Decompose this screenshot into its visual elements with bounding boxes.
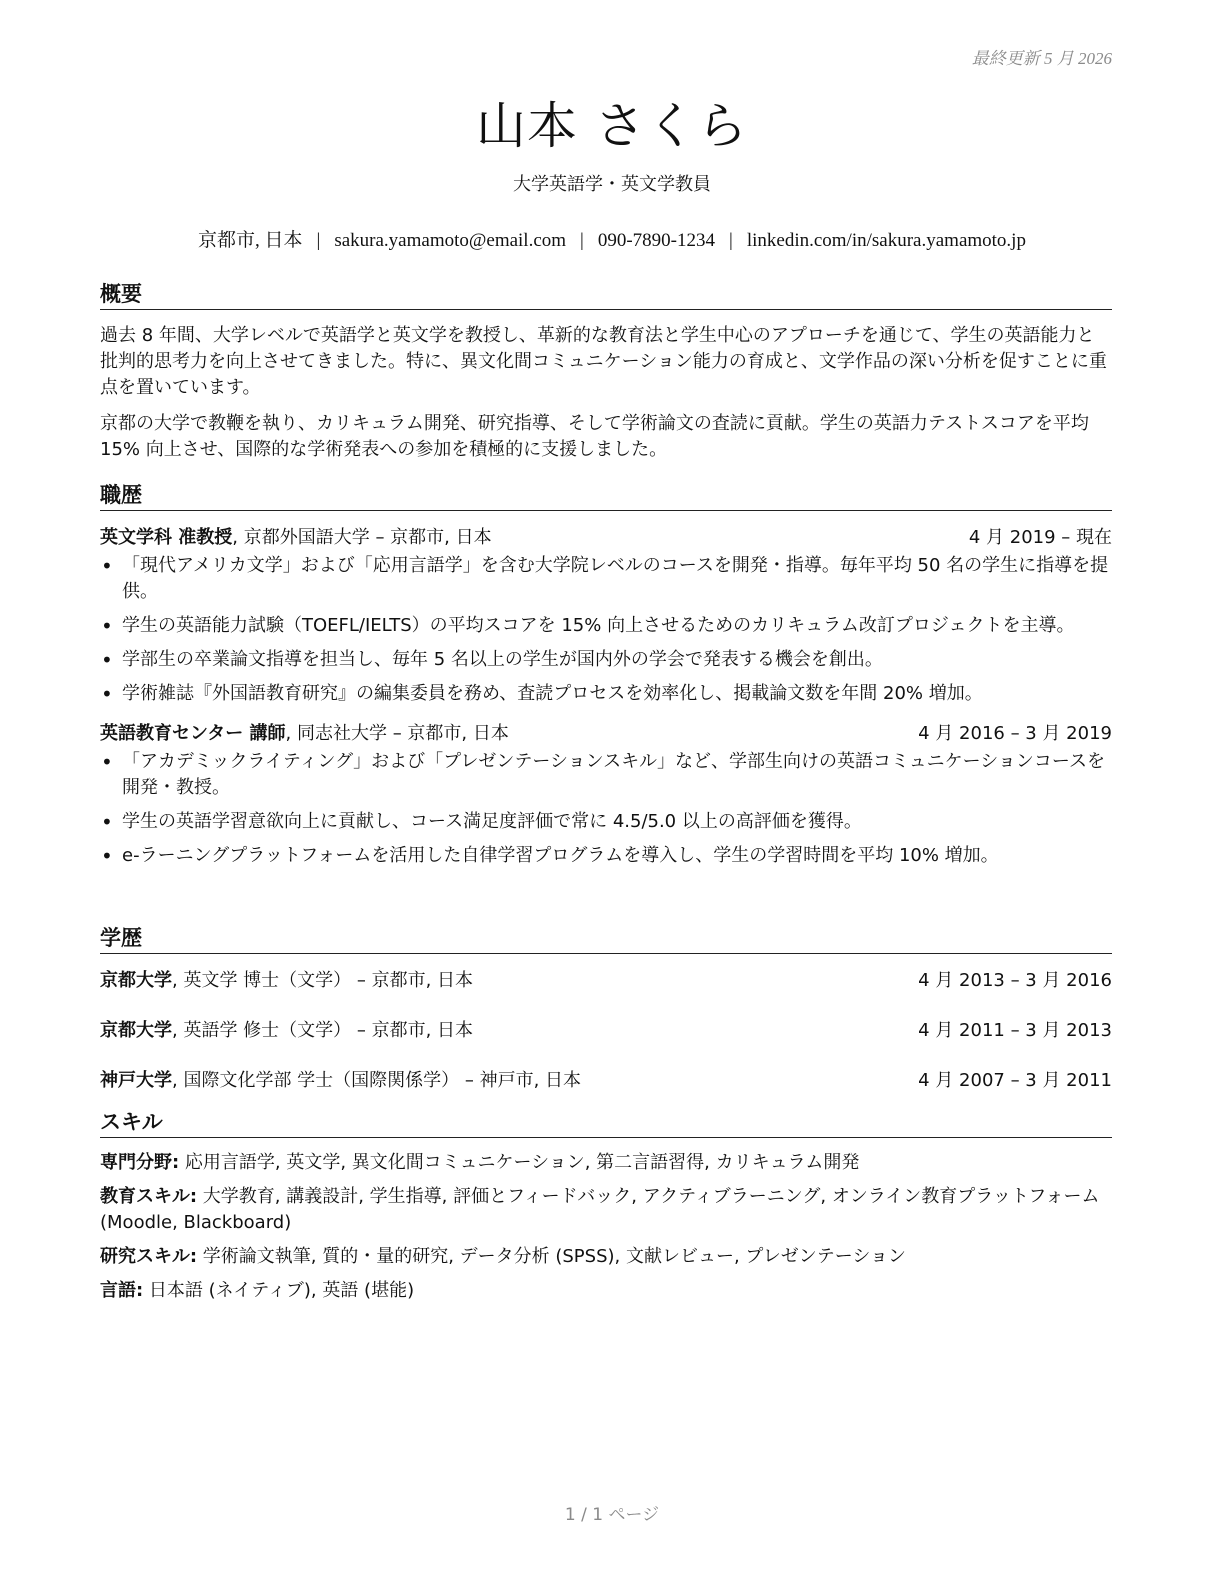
section-title-summary: 概要: [100, 278, 1112, 310]
education-detail: , 英文学 博士（文学） – 京都市, 日本: [172, 970, 474, 991]
contact-separator: |: [580, 230, 584, 251]
education-dates: 4 月 2011 – 3 月 2013: [918, 1020, 1112, 1041]
list-item: • 学生の英語能力試験（TOEFL/IELTS）の平均スコアを 15% 向上させるためのカリキュラム改訂プロジェクトを主導。: [122, 613, 1112, 639]
section-title-education: 学歴: [100, 922, 1112, 954]
contact-email[interactable]: sakura.yamamoto@email.com: [334, 230, 567, 251]
contact-separator: |: [729, 230, 733, 251]
section-title-skills: スキル: [100, 1106, 1112, 1138]
list-item: • 学部生の卒業論文指導を担当し、毎年 5 名以上の学生が国内外の学会で発表する機会を創出。: [122, 647, 1112, 673]
person-name: 山本 さくら: [476, 97, 748, 155]
job-dates: 4 月 2019 – 現在: [968, 527, 1112, 548]
education-school-degree: [100, 968, 473, 994]
job-bullets: [100, 749, 1112, 869]
education-school: 神戸大学: [100, 1070, 172, 1091]
contact-linkedin[interactable]: linkedin.com/in/sakura.yamamoto.jp: [746, 230, 1026, 251]
job-role-org: [100, 525, 492, 551]
contact-phone[interactable]: 090-7890-1234: [597, 230, 716, 251]
summary-paragraph: 京都の大学で教鞭を執り、カリキュラム開発、研究指導、そして学術論文の査読に貢献。学生の英語力テストスコアを平均 15% 向上させ、国際的な学術発表への参加を積極的に支援しました。: [100, 413, 1089, 460]
list-item: • e-ラーニングプラットフォームを活用した自律学習プログラムを導入し、学生の学習時間を平均 10% 増加。: [122, 843, 1112, 869]
skill-text: 日本語 (ネイティブ), 英語 (堪能): [143, 1280, 415, 1301]
education-dates: 4 月 2013 – 3 月 2016: [918, 970, 1112, 991]
education-school-degree: [100, 1068, 581, 1094]
contact-line: [0, 225, 1224, 252]
education-row: [100, 968, 1112, 994]
job-dates: 4 月 2016 – 3 月 2019: [918, 723, 1112, 744]
skill-row: [100, 1150, 1112, 1176]
education-section: [100, 922, 1112, 1094]
job-role: 英語教育センター 講師: [100, 723, 286, 744]
skill-text: 学術論文執筆, 質的・量的研究, データ分析 (SPSS), 文献レビュー, プレゼンテーション: [197, 1246, 906, 1267]
education-row: [100, 1018, 1112, 1044]
summary-paragraph: 過去 8 年間、大学レベルで英語学と英文学を教授し、革新的な教育法と学生中心のアプローチを通じて、学生の英語能力と批判的思考力を向上させてきました。特に、異文化間コミュニケーション能力の育成と、文学作品の深い分析を促すことに重点を置いています。: [100, 325, 1107, 398]
education-school: 京都大学: [100, 970, 172, 991]
list-item: • 学術雑誌『外国語教育研究』の編集委員を務め、査読プロセスを効率化し、掲載論文数を年間 20% 増加。: [122, 681, 1112, 707]
section-title-experience: 職歴: [100, 479, 1112, 511]
skill-text: 大学教育, 講義設計, 学生指導, 評価とフィードバック, アクティブラーニング, オンライン教育プラットフォーム (Moodle, Blackboard): [100, 1186, 1100, 1233]
skills-section: [100, 1106, 1112, 1304]
job-role: 英文学科 准教授: [100, 527, 233, 548]
education-school: 京都大学: [100, 1020, 172, 1041]
job-role-org: [100, 721, 509, 747]
job-header: [100, 525, 1112, 551]
skill-row: [100, 1278, 1112, 1304]
experience-section: [100, 479, 1112, 877]
list-item: • 「アカデミックライティング」および「プレゼンテーションスキル」など、学部生向けの英語コミュニケーションコースを開発・教授。: [122, 749, 1112, 801]
job-bullets: [100, 553, 1112, 707]
skill-label: 研究スキル:: [100, 1246, 198, 1267]
job-header: [100, 721, 1112, 747]
education-dates: 4 月 2007 – 3 月 2011: [918, 1070, 1112, 1091]
skill-row: [100, 1184, 1112, 1236]
list-item: • 「現代アメリカ文学」および「応用言語学」を含む大学院レベルのコースを開発・指導。毎年平均 50 名の学生に指導を提供。: [122, 553, 1112, 605]
list-item: • 学生の英語学習意欲向上に貢献し、コース満足度評価で常に 4.5/5.0 以上の高評価を獲得。: [122, 809, 1112, 835]
skill-label: 教育スキル:: [100, 1186, 198, 1207]
education-detail: , 英語学 修士（文学） – 京都市, 日本: [172, 1020, 474, 1041]
summary-section: [100, 278, 1112, 463]
job-org: , 同志社大学 – 京都市, 日本: [285, 723, 509, 744]
contact-location: 京都市, 日本: [198, 230, 303, 251]
skill-row: [100, 1244, 1112, 1270]
page-number: 1 / 1 ページ: [564, 1505, 660, 1525]
education-row: [100, 1068, 1112, 1094]
education-school-degree: [100, 1018, 473, 1044]
job-title: 大学英語学・英文学教員: [513, 174, 711, 195]
job-org: , 京都外国語大学 – 京都市, 日本: [232, 527, 492, 548]
last-updated: 最終更新 5 月 2026: [971, 49, 1112, 68]
education-detail: , 国際文化学部 学士（国際関係学） – 神戸市, 日本: [172, 1070, 582, 1091]
skill-text: 応用言語学, 英文学, 異文化間コミュニケーション, 第二言語習得, カリキュラム開発: [179, 1152, 860, 1173]
skill-label: 言語:: [100, 1280, 144, 1301]
skill-label: 専門分野:: [100, 1152, 180, 1173]
contact-separator: |: [316, 230, 321, 251]
